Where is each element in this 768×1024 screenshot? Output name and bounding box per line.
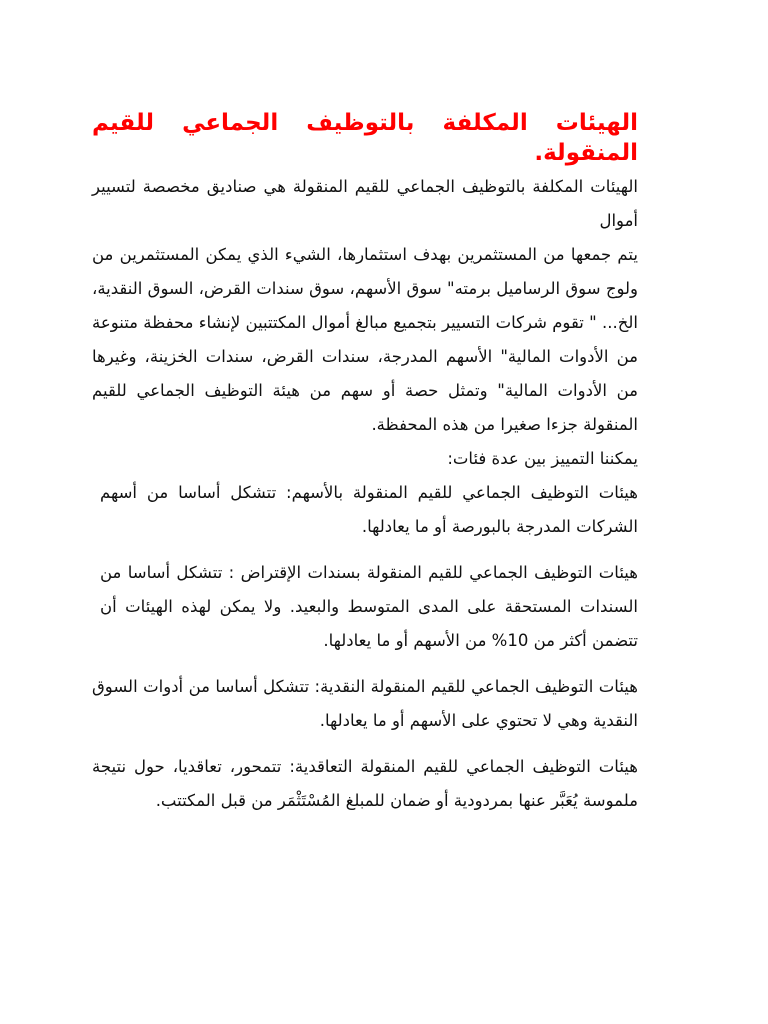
- paragraph-contractual-funds: هيئات التوظيف الجماعي للقيم المنقولة التعاقدية: تتمحور، تعاقديا، حول نتيجة ملموسة يُعَبَّر عنها بمردودية أو ضمان للمبلغ المُسْتَثْمَر من قبل المكتتب.: [92, 757, 638, 810]
- spacer: [92, 658, 638, 670]
- document-title: الهيئات المكلفة بالتوظيف الجماعي للقيم المنقولة.: [92, 110, 638, 166]
- paragraph-categories-intro: يمكننا التمييز بين عدة فئات:: [447, 449, 638, 468]
- spacer: [92, 544, 638, 556]
- document-page: [92, 108, 638, 818]
- paragraph-equity-funds: هيئات التوظيف الجماعي للقيم المنقولة بالأسهم: تتشكل أساسا من أسهم الشركات المدرجة بالبورصة أو ما يعادلها.: [100, 483, 638, 536]
- paragraph-description: يتم جمعها من المستثمرين بهدف استثمارها، الشيء الذي يمكن المستثمرين من ولوج سوق الرساميل برمته" سوق الأسهم، سوق سندات القرض، السوق النقدية، الخ... " تقوم شركات التسيير بتجميع مبالغ أموال المكتتبين لإنشاء محفظة متنوعة من الأدوات المالية" الأسهم المدرجة، سندات القرض، سندات الخزينة، وغيرها من الأدوات المالية" وتمثل حصة أو سهم من هيئة التوظيف الجماعي للقيم المنقولة جزءا صغيرا من هذه المحفظة.: [92, 245, 638, 434]
- paragraph-money-market-funds: هيئات التوظيف الجماعي للقيم المنقولة النقدية: تتشكل أساسا من أدوات السوق النقدية وهي لا تحتوي على الأسهم أو ما يعادلها.: [92, 677, 638, 730]
- spacer: [92, 738, 638, 750]
- paragraph-bond-funds: هيئات التوظيف الجماعي للقيم المنقولة بسندات الإقتراض : تتشكل أساسا من السندات المستحقة على المدى المتوسط والبعيد. ولا يمكن لهذه الهيئات أن تتضمن أكثر من 10% من الأسهم أو ما يعادلها.: [100, 563, 638, 650]
- paragraph-intro: الهيئات المكلفة بالتوظيف الجماعي للقيم المنقولة هي صناديق مخصصة لتسيير أموال: [92, 177, 638, 230]
